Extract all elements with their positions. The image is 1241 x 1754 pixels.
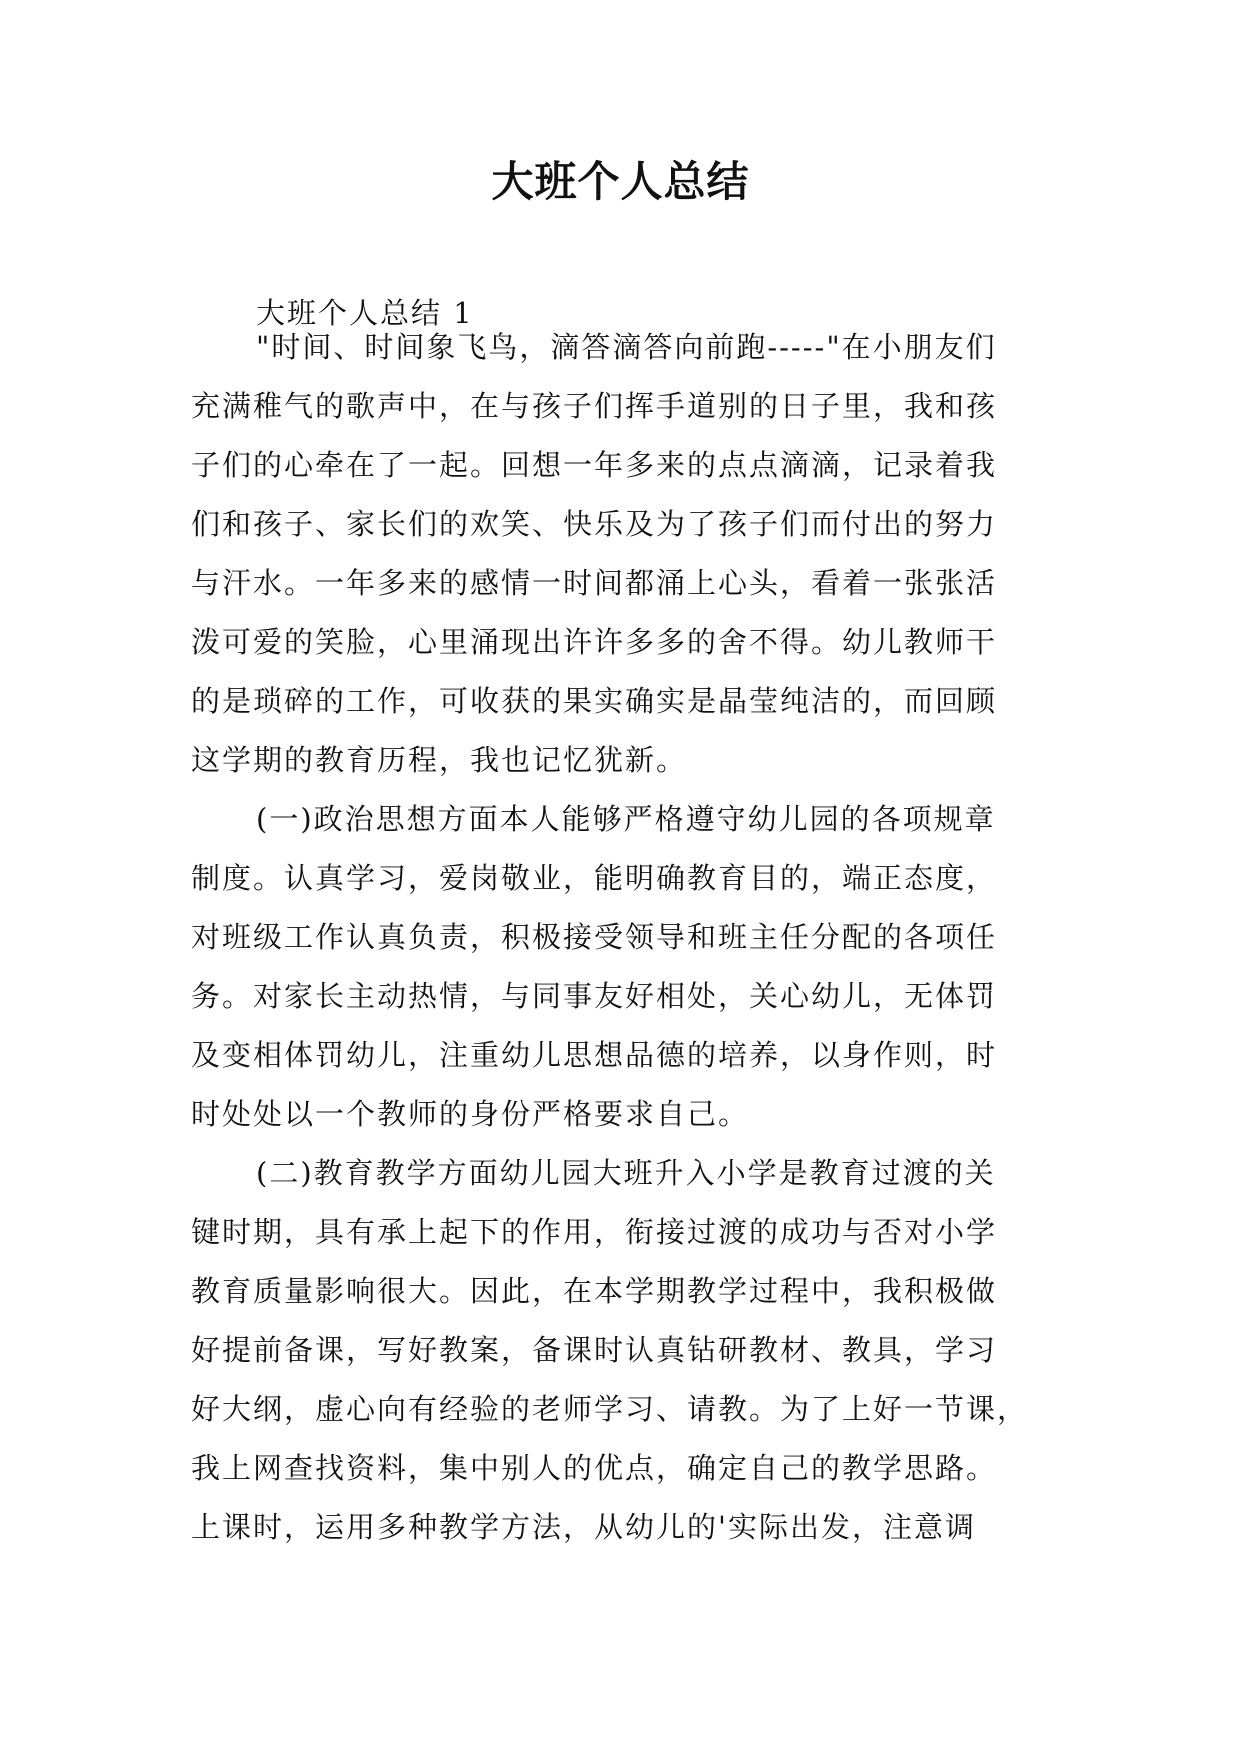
paragraph-political: [191, 790, 1051, 1144]
paragraph-line: 好提前备课，写好教案，备课时认真钻研教材、教具，学习: [191, 1333, 998, 1367]
paragraph-line: 时处处以一个教师的身份严格要求自己。: [191, 1097, 750, 1131]
paragraph-line: 及变相体罚幼儿，注重幼儿思想品德的培养，以身作则，时: [191, 1038, 998, 1072]
document-title: 大班个人总结: [491, 157, 750, 206]
paragraph-line: 键时期，具有承上起下的作用，衔接过渡的成功与否对小学: [191, 1215, 998, 1249]
paragraph-line: 对班级工作认真负责，积极接受领导和班主任分配的各项任: [191, 920, 998, 954]
paragraph-line: 好大纲，虚心向有经验的老师学习、请教。为了上好一节课，: [191, 1392, 1029, 1426]
paragraph-line: 务。对家长主动热情，与同事友好相处，关心幼儿，无体罚: [191, 979, 998, 1013]
paragraph-line: 我上网查找资料，集中别人的优点，确定自己的教学思路。: [191, 1451, 998, 1485]
paragraph-line: 充满稚气的歌声中，在与孩子们挥手道别的日子里，我和孩: [191, 389, 998, 423]
paragraph-line: 这学期的教育历程，我也记忆犹新。: [191, 743, 688, 777]
paragraph-line: 教育质量影响很大。因此，在本学期教学过程中，我积极做: [191, 1274, 998, 1308]
paragraph-line: 制度。认真学习，爱岗敬业，能明确教育目的，端正态度，: [191, 861, 998, 895]
paragraph-teaching: [191, 1144, 1051, 1557]
paragraph-line: (二)教育教学方面幼儿园大班升入小学是教育过渡的关: [256, 1156, 996, 1190]
paragraph-intro: [191, 318, 1051, 790]
paragraph-line: 上课时，运用多种教学方法，从幼儿的'实际出发，注意调: [191, 1510, 976, 1544]
paragraph-line: (一)政治思想方面本人能够严格遵守幼儿园的各项规章: [256, 802, 996, 836]
paragraph-line: "时间、时间象飞鸟，滴答滴答向前跑-----"在小朋友们: [256, 330, 997, 364]
paragraph-line: 与汗水。一年多来的感情一时间都涌上心头，看着一张张活: [191, 566, 998, 600]
section-heading: 大班个人总结 1: [256, 296, 474, 330]
paragraph-line: 们和孩子、家长们的欢笑、快乐及为了孩子们而付出的努力: [191, 507, 998, 541]
paragraph-line: 子们的心牵在了一起。回想一年多来的点点滴滴，记录着我: [191, 448, 998, 482]
paragraph-line: 的是琐碎的工作，可收获的果实确实是晶莹纯洁的，而回顾: [191, 684, 998, 718]
paragraph-line: 泼可爱的笑脸，心里涌现出许许多多的舍不得。幼儿教师干: [191, 625, 998, 659]
